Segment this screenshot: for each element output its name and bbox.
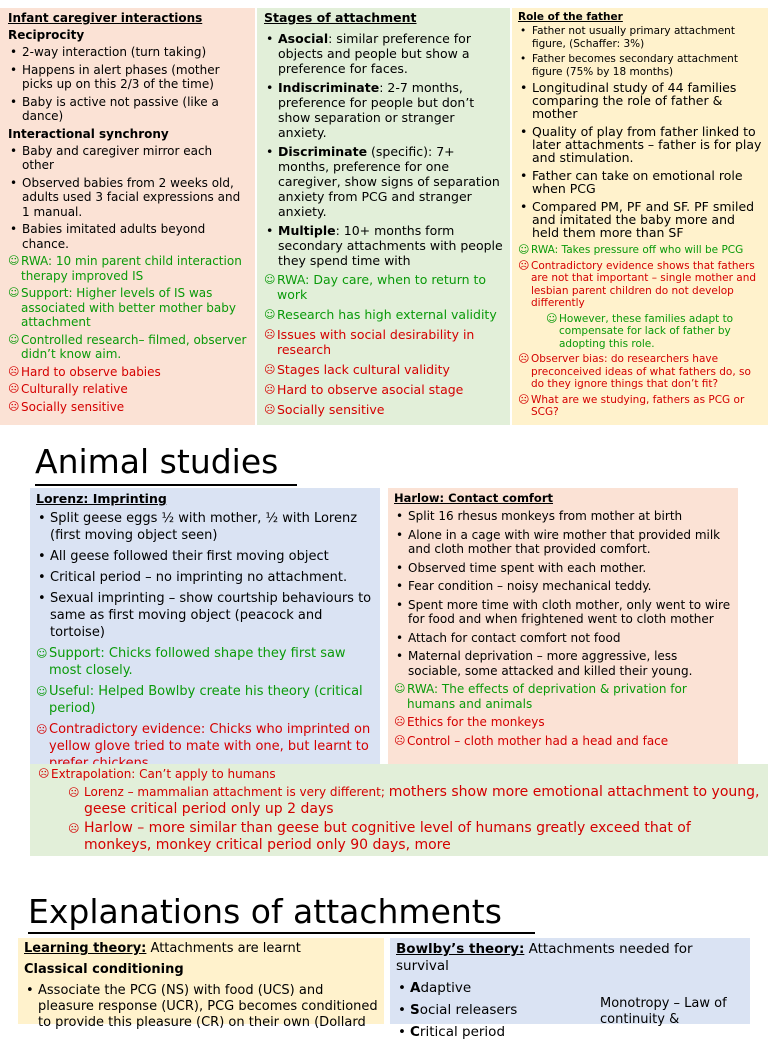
smiley-icon: ☺ [36, 685, 48, 698]
harlow-list [394, 509, 732, 678]
smiley-icon: ☺ [36, 647, 48, 660]
evaluation-point: ☹ Hard to observe asocial stage [264, 382, 464, 397]
panel-title: Lorenz: Imprinting [36, 491, 167, 506]
evaluation-point: ☹ Socially sensitive [264, 402, 385, 417]
list-item: • Critical period – no imprinting no attachment. [36, 569, 374, 586]
evaluation-list [518, 244, 762, 419]
evaluation-point: ☺ Controlled research– filmed, observer didn’t know aim. [8, 332, 247, 361]
evaluation-list [394, 682, 732, 748]
evaluation-point: ☺ Useful: Helped Bowlby create his theory (critical period) [36, 684, 363, 716]
panel-title: Harlow: Contact comfort [394, 491, 554, 505]
evaluation-point: ☺ RWA: Takes pressure off who will be PCG [518, 243, 744, 256]
frown-icon: ☹ [518, 392, 530, 406]
evaluation-point: ☺ RWA: 10 min parent child interaction therapy improved IS [8, 254, 242, 283]
smiley-icon: ☺ [8, 332, 20, 346]
evaluation-point: ☹ Harlow – more similar than geese but cognitive level of humans greatly exceed that of monkeys, monkey critical period only 90 days, more [68, 819, 691, 853]
frown-icon: ☹ [518, 352, 530, 365]
smiley-icon: ☺ [518, 243, 530, 256]
list-item: • Social releasers [396, 1002, 586, 1019]
father-list-large [518, 81, 762, 239]
list-item: • Indiscriminate: 2-7 months, preference for people but don’t show separation or stranger anxiety. [264, 80, 503, 140]
evaluation-point: ☹ Observer bias: do researchers have preconceived ideas of what fathers do, so do they ignore things that don’t fit? [518, 352, 751, 390]
evaluation-point: ☺ RWA: Day care, when to return to work [264, 272, 487, 302]
reciprocity-list [8, 45, 247, 124]
evaluation-point: ☹ Lorenz – mammalian attachment is very different; mothers show more emotional attachment to young, geese critical period only up 2 days [68, 783, 760, 817]
panel-title: Role of the father [518, 11, 623, 23]
list-item: • Babies imitated adults beyond chance. [8, 222, 247, 251]
stages-list [264, 31, 503, 268]
smiley-icon: ☺ [264, 273, 276, 286]
classical-heading: Classical conditioning [24, 962, 184, 977]
evaluation-point: ☺ Research has high external validity [264, 307, 497, 322]
lorenz-panel [30, 488, 380, 764]
list-item: • Observed babies from 2 weeks old, adults used 3 facial expressions and 1 manual. [8, 176, 247, 220]
panel-title: Learning theory: Attachments are learnt [24, 941, 301, 956]
section-heading: Animal studies [35, 442, 279, 481]
evaluation-point: ☹ Control – cloth mother had a head and face [394, 733, 669, 748]
evaluation-point: ☺ However, these families adapt to compensate for lack of father by adopting this role. [546, 311, 734, 350]
list-item: • Split geese eggs ½ with mother, ½ with Lorenz (first moving object seen) [36, 510, 374, 544]
list-item: • Critical period [396, 1024, 586, 1041]
section-heading: Explanations of attachments [28, 892, 502, 931]
evaluation-point: ☺ Support: Higher levels of IS was associated with better mother baby attachment [8, 286, 236, 329]
evaluation-point: ☺ RWA: The effects of deprivation & privation for humans and animals [394, 682, 687, 711]
list-item: • Observed time spent with each mother. [394, 561, 732, 576]
panel-title: Bowlby’s theory: Attachments needed for survival [396, 941, 693, 974]
frown-icon: ☹ [264, 383, 276, 396]
list-item: • Attach for contact comfort not food [394, 631, 732, 646]
evaluation-point: ☹ Hard to observe babies [8, 364, 161, 379]
evaluation-point: ☹ What are we studying, fathers as PCG or SCG? [518, 392, 745, 418]
evaluation-point: ☹ Stages lack cultural validity [264, 362, 450, 377]
list-item: • All geese followed their first moving object [36, 548, 374, 565]
list-item: • Split 16 rhesus monkeys from mother at birth [394, 509, 732, 524]
panel-title: Stages of attachment [264, 10, 417, 25]
father-panel [512, 8, 768, 425]
evaluation-list [36, 645, 374, 772]
list-item: • Sexual imprinting – show courtship behaviours to same as first moving object (peacock and tortoise) [36, 590, 374, 641]
list-item: • Father can take on emotional role when PCG [518, 169, 762, 195]
frown-icon: ☹ [68, 821, 80, 835]
list-item: • Adaptive [396, 980, 586, 997]
heading-underline [35, 484, 297, 486]
frown-icon: ☹ [8, 399, 20, 413]
lorenz-list [36, 510, 374, 641]
list-item: • Father not usually primary attachment figure, (Schaffer: 3%) [518, 25, 762, 50]
frown-icon: ☹ [68, 785, 80, 799]
father-list-small [518, 25, 762, 78]
bowlby-panel [390, 938, 750, 1040]
frown-icon: ☹ [38, 767, 50, 780]
list-item: • Associate the PCG (NS) with food (UCS) and pleasure response (UCR), PCG becomes conditioned to provide this pleasure (CR) on their own (Dollard [24, 983, 378, 1031]
list-item: • Compared PM, PF and SF. PF smiled and imitated the baby more and held them more than SF [518, 200, 762, 239]
bowlby-list [396, 980, 586, 1041]
smiley-icon: ☺ [394, 682, 406, 695]
heading-underline [28, 932, 535, 934]
list-item: • Alone in a cage with wire mother that provided milk and cloth mother that provided comfort. [394, 528, 732, 557]
monotropy-note: Monotropy – Law of continuity & [600, 996, 727, 1027]
list-item: • Spent more time with cloth mother, only went to wire for food and when frightened went to cloth mother [394, 598, 732, 627]
learning-list [24, 983, 378, 1031]
frown-icon: ☹ [36, 723, 48, 736]
evaluation-point: ☹ Contradictory evidence shows that fathers are not that important – single mother and lesbian parent children do not develop differently [518, 258, 757, 309]
evaluation-point: ☺ Support: Chicks followed shape they first saw most closely. [36, 646, 346, 678]
frown-icon: ☹ [394, 715, 406, 728]
reciprocity-heading: Reciprocity [8, 28, 85, 42]
stages-panel [257, 8, 510, 425]
evaluation-list [264, 272, 503, 417]
list-item: • Discriminate (specific): 7+ months, preference for one caregiver, show signs of separation anxiety from PCG and stranger anxiety. [264, 144, 503, 219]
evaluation-point: ☹ Extrapolation: Can’t apply to humans [38, 767, 276, 781]
frown-icon: ☹ [8, 382, 20, 395]
list-item: • Longitudinal study of 44 families comparing the role of father & mother [518, 81, 762, 120]
list-item: • Fear condition – noisy mechanical teddy. [394, 579, 732, 594]
infant-caregiver-panel [0, 8, 255, 425]
evaluation-point: ☹ Contradictory evidence: Chicks who imprinted on yellow glove tried to mate with one, but learnt to [36, 722, 371, 754]
list-item: • Father becomes secondary attachment figure (75% by 18 months) [518, 53, 762, 78]
frown-icon: ☹ [518, 258, 530, 272]
list-item: • Quality of play from father linked to later attachments – father is for play and stimulation. [518, 125, 762, 164]
list-item: • Multiple: 10+ months form secondary attachments with people they spend time with [264, 223, 503, 268]
panel-title: Infant caregiver interactions [8, 11, 203, 25]
list-item: • Asocial: similar preference for objects and people but show a preference for faces. [264, 31, 503, 76]
frown-icon: ☹ [264, 403, 276, 416]
harlow-panel [388, 488, 738, 764]
evaluation-point: ☹ Ethics for the monkeys [394, 715, 545, 729]
learning-theory-panel [18, 938, 384, 1030]
list-item: • Maternal deprivation – more aggressive, less sociable, some attacked and killed their young. [394, 649, 732, 678]
smiley-icon: ☺ [264, 308, 276, 321]
frown-icon: ☹ [394, 733, 406, 747]
list-item: • 2-way interaction (turn taking) [8, 45, 247, 60]
extrapolation-panel [30, 764, 768, 856]
synchrony-heading: Interactional synchrony [8, 126, 169, 141]
frown-icon: ☹ [264, 363, 276, 376]
list-item: • Baby is active not passive (like a dance) [8, 95, 247, 124]
evaluation-point: ☹ Socially sensitive [8, 399, 125, 414]
smiley-icon: ☺ [8, 254, 20, 267]
smiley-icon: ☺ [546, 311, 558, 325]
evaluation-point: ☹ Issues with social desirability in research [264, 327, 475, 357]
smiley-icon: ☺ [8, 286, 20, 299]
evaluation-point: ☹ Culturally relative [8, 382, 128, 396]
list-item: • Baby and caregiver mirror each other [8, 144, 247, 173]
frown-icon: ☹ [8, 364, 20, 378]
list-item: • Happens in alert phases (mother picks up on this 2/3 of the time) [8, 63, 247, 92]
synchrony-list [8, 144, 247, 252]
frown-icon: ☹ [264, 328, 276, 341]
evaluation-list [8, 254, 247, 414]
